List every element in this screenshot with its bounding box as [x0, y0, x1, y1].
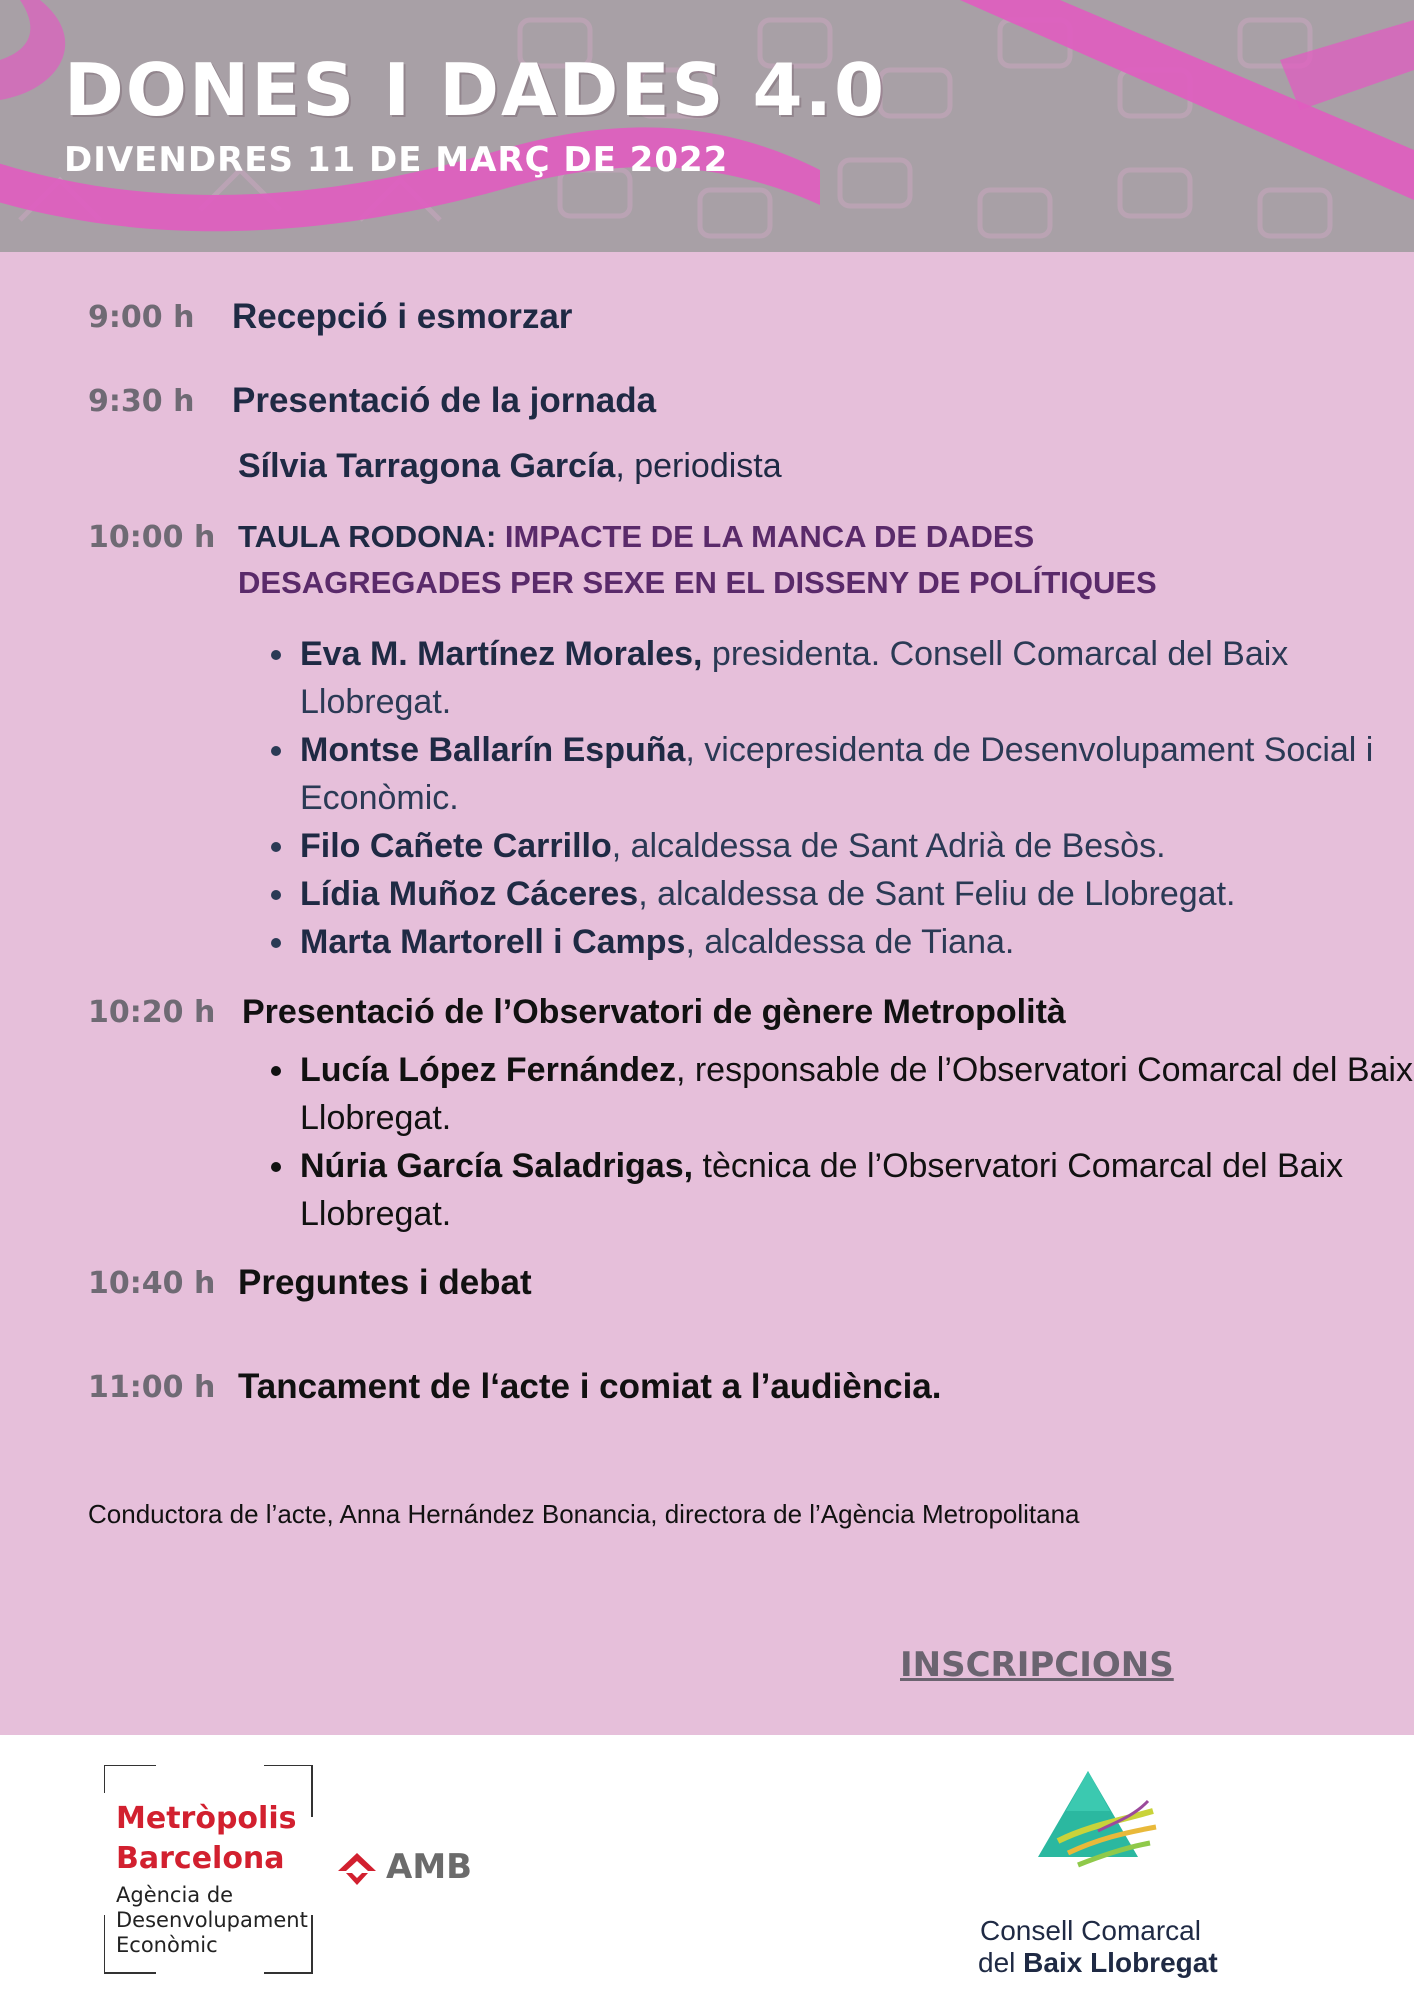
round-table-label: TAULA RODONA:	[238, 519, 505, 554]
metropolis-line1: Metròpolis	[116, 1801, 297, 1836]
time-label: 11:00 h	[88, 1370, 216, 1405]
round-table-participants	[258, 630, 1414, 966]
event-title: DONES I DADES 4.0	[64, 48, 887, 132]
person-role: presidenta. Consell Comarcal del Baix Llobregat.	[300, 635, 1289, 721]
list-item	[298, 918, 1414, 966]
person-name: Lídia Muñoz Cáceres	[300, 875, 639, 913]
agenda-item-title: Presentació de l’Observatori de gènere Metropolità	[242, 993, 1066, 1031]
metropolis-subtitle	[116, 1883, 308, 1958]
person-role: , alcaldessa de Tiana.	[685, 923, 1015, 961]
event-date: DIVENDRES 11 DE MARÇ DE 2022	[64, 140, 729, 180]
person-name: Filo Cañete Carrillo	[300, 827, 612, 865]
list-item	[298, 726, 1414, 822]
person-role: , vicepresidenta de Desenvolupament Social i Econòmic.	[300, 731, 1374, 817]
time-label: 10:40 h	[88, 1266, 216, 1301]
time-label: 10:00 h	[88, 520, 216, 555]
round-table-title	[238, 514, 1348, 606]
round-table-topic-line2: DESAGREGADES PER SEXE EN EL DISSENY DE POLÍTIQUES	[238, 565, 1157, 600]
consell-line2	[978, 1947, 1218, 1979]
observatori-speakers	[258, 1046, 1414, 1238]
mountain-logo-icon	[1038, 1771, 1158, 1911]
round-table-topic-line1: IMPACTE DE LA MANCA DE DADES	[504, 519, 1035, 554]
person-name: Eva M. Martínez Morales,	[300, 635, 703, 673]
metropolis-name	[116, 1799, 296, 1879]
footer-logos	[0, 1735, 1414, 2000]
metropolis-barcelona-logo	[104, 1765, 316, 1975]
registration-link[interactable]: INSCRIPCIONS	[900, 1645, 1174, 1685]
person-name: Núria García Saladrigas,	[300, 1147, 694, 1185]
metropolis-sub3: Econòmic	[116, 1933, 218, 1957]
amb-chevron-icon	[336, 1851, 378, 1889]
list-item	[298, 1046, 1414, 1142]
agenda-item-title	[232, 378, 656, 424]
list-item	[298, 822, 1414, 870]
consell-comarcal-logo	[960, 1771, 1240, 1978]
person-role: , responsable de l’Observatori Comarcal del Baix Llobregat.	[300, 1051, 1413, 1137]
header-banner	[0, 0, 1414, 252]
consell-line2-bold: Baix Llobregat	[1023, 1947, 1218, 1978]
metropolis-sub2: Desenvolupament	[116, 1908, 308, 1932]
list-item	[298, 630, 1414, 726]
speaker-line	[238, 444, 782, 488]
metropolis-sub1: Agència de	[116, 1883, 234, 1907]
list-item	[298, 870, 1414, 918]
time-label: 9:00 h	[88, 300, 195, 335]
metropolis-line2: Barcelona	[116, 1841, 285, 1876]
event-host-note: Conductora de l’acte, Anna Hernández Bonancia, directora de l’Agència Metropolitana	[88, 1499, 1080, 1529]
person-name: Lucía López Fernández	[300, 1051, 676, 1089]
agenda-item-title-text: Presentació de la jornada	[232, 381, 657, 420]
person-name: Marta Martorell i Camps	[300, 923, 686, 961]
speaker-name: Sílvia Tarragona García	[238, 447, 616, 485]
time-label: 9:30 h	[88, 384, 195, 419]
time-label: 10:20 h	[88, 995, 216, 1030]
consell-line1: Consell Comarcal	[980, 1915, 1201, 1946]
person-role: , alcaldessa de Sant Adrià de Besòs.	[611, 827, 1166, 865]
amb-text: AMB	[386, 1847, 473, 1887]
consell-line2-prefix: del	[978, 1947, 1024, 1978]
list-item	[298, 1142, 1414, 1238]
person-role: , alcaldessa de Sant Feliu de Llobregat.	[638, 875, 1236, 913]
person-name: Montse Ballarín Espuña	[300, 731, 686, 769]
agenda-item-title: Preguntes i debat	[238, 1263, 532, 1302]
agenda-item-title: Tancament de l‘acte i comiat a l’audiència.	[238, 1367, 942, 1406]
speaker-role: , periodista	[615, 447, 782, 485]
agenda-item-title: Recepció i esmorzar	[232, 297, 573, 336]
person-role: tècnica de l’Observatori Comarcal del Baix Llobregat.	[300, 1147, 1344, 1233]
